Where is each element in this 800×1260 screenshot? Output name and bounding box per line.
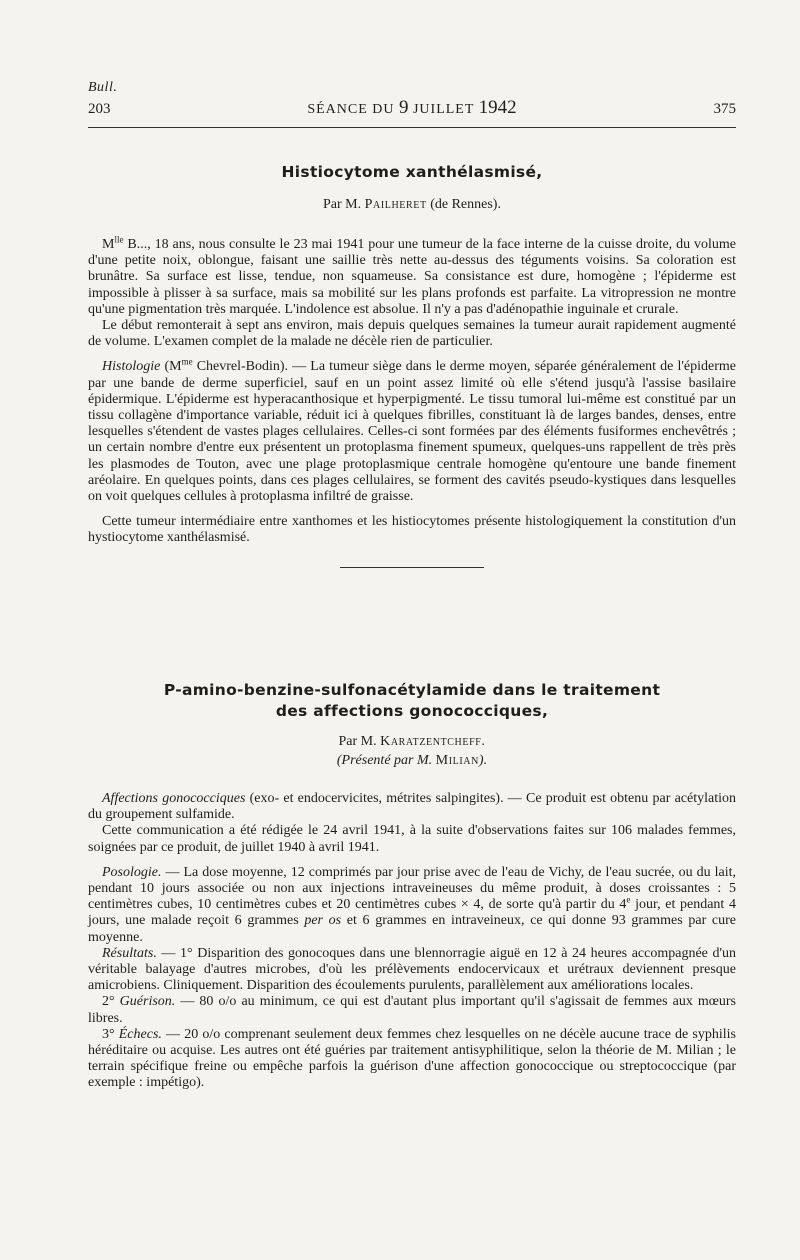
presenter-name: Milian xyxy=(435,753,479,768)
text-run: — 1° Disparition des gonocoques dans une blennorragie aiguë en 12 à 24 heures accompagnée d'un véritable balayage d'autres microbes, d'où les prélèvements endocervicaux et urétraux deviennent presque amicrobiens. Cliniquement. Disparition des écoulements purulents, parallèlement aux améliorations locales. xyxy=(88,945,736,994)
session-prefix: SÉANCE DU xyxy=(307,102,399,117)
running-head xyxy=(88,78,736,96)
paragraph-label: Échecs. xyxy=(118,1026,162,1042)
text-run: — 80 o/o au minimum, ce qui est d'autant plus important qu'il s'agissait de femmes aux mœurs libres. xyxy=(88,994,736,1026)
article2-paragraph xyxy=(88,994,736,1026)
article1-paragraph: Cette tumeur intermédiaire entre xanthomes et les histiocytomes présente histologiquement la constitution d'un hystiocytome xanthélasmisé. xyxy=(88,514,736,546)
article2-paragraph xyxy=(88,1027,736,1092)
superscript: e xyxy=(626,894,631,905)
author-suffix: (de Rennes). xyxy=(426,197,501,212)
article-histiocytome xyxy=(88,162,736,568)
article-p-amino xyxy=(88,680,736,1092)
document-page xyxy=(88,0,736,1260)
text-run: M xyxy=(102,237,115,252)
article2-paragraph xyxy=(88,791,736,823)
article2-paragraph: Cette communication a été rédigée le 24 avril 1941, à la suite d'observations faites sur 106 malades femmes, soignées par ce produit, de juillet 1940 à avril 1941. xyxy=(88,823,736,855)
paragraph-label: Affections gonococciques xyxy=(102,791,246,806)
paragraph-label: Histologie xyxy=(102,359,161,375)
header-rule xyxy=(88,127,736,128)
page-header xyxy=(88,97,736,119)
article1-paragraph xyxy=(88,234,736,318)
page-number: 375 xyxy=(713,101,736,117)
session-year: 1942 xyxy=(478,97,517,118)
article1-author xyxy=(88,197,736,213)
presented-prefix: (Présenté par M. xyxy=(336,753,436,768)
text-run: (exo- et endocervicites, métrites salpingites). — Ce produit est obtenu par acétylation du groupement sulfamide. xyxy=(88,791,736,823)
article2-paragraph xyxy=(88,946,736,995)
article1-paragraph: Le début remonterait à sept ans environ, mais depuis quelques semaines la tumeur aurait rapidement augmenté de volume. L'examen complet de la malade ne décèle rien de particulier. xyxy=(88,318,736,350)
text-run: jour, et pendant 4 jours, une malade reçoit 6 grammes xyxy=(88,897,736,929)
text-run: — 20 o/o comprenant seulement deux femmes chez lesquelles on ne décèle aucune trace de syphilis héréditaire ou acquise. Les autres ont été guéries par traitement antisyphilitique, selon la théorie de M. Milian ; le terrain spécifique freine ou empêche parfois la guérison d'une affection gonococcique ou streptococcique (par exemple : impétigo). xyxy=(88,1026,736,1091)
article1-title: Histiocytome xanthélasmisé, xyxy=(281,163,543,181)
text-run: et 6 grammes en intraveineux, ce qui donne 93 grammes par cure moyenne. xyxy=(88,913,736,945)
author-name: Pailheret xyxy=(364,197,427,212)
item-number: 3° xyxy=(102,1026,119,1042)
paragraph-label: Posologie. xyxy=(102,864,162,880)
superscript: lle xyxy=(114,234,124,245)
author-prefix: Par M. xyxy=(323,197,365,212)
title-line: P-amino-benzine-sulfonacétylamide dans le traitement xyxy=(163,681,661,699)
text-run: — La dose moyenne, 12 comprimés par jour prise avec de l'eau de Vichy, de l'eau sucrée, ou du lait, pendant 10 jours associée ou non aux injections intraveineuses du même produit, à doses croissantes : 5 centimètres cubes, 10 centimètres cubes et 20 centimètres cubes × 4, de sorte qu'à partir du 4 xyxy=(88,864,736,913)
session-title xyxy=(307,97,516,119)
superscript: me xyxy=(181,356,193,367)
presented-suffix: ). xyxy=(478,753,488,768)
text-run: Chevrel-Bodin). — La tumeur siège dans le derme moyen, séparée généralement de l'épiderme par une bande de derme superficiel, sauf en un point assez limité où elle s'étend jusqu'à l'assise basilaire épidermique. L'épiderme est hyperacanthosique et hyperpigmenté. Le tissu tumoral lui-même est constitué par un tissu collagène d'importance variable, réduit ici à quelques fibrilles, constituant là de larges bandes, denses, entre lesquelles s'étendent de vastes plages cellulaires. Celles-ci sont formées par des éléments fusiformes enchevêtrés ; un certain nombre d'entre eux présentent un protoplasma finement spumeux, quelques-uns rappellent de très près les plasmodes de Touton, avec une plage protoplasmique centrale homogène qu'entoure une bande finement aréolaire. En quelques points, dans ces plages cellulaires, se forment des cavités pseudo-kystiques dans lesquelles on voit quelques cellules à protoplasma infiltré de graisse. xyxy=(88,359,736,505)
article-separator xyxy=(340,567,484,568)
italic-term: per os xyxy=(304,913,342,929)
session-day: 9 xyxy=(398,97,409,118)
paragraph-label: Guérison. xyxy=(119,994,176,1010)
article2-paragraph xyxy=(88,865,736,946)
text-run: B..., 18 ans, nous consulte le 23 mai 1941 pour une tumeur de la face interne de la cuisse droite, du volume d'une petite noix, oblongue, faisant une saillie très nette au-dessus des téguments voisins. Sa coloration est brunâtre. Sa surface est lisse, tendue, non squameuse. Sa consistance est dure, homogène ; l'épiderme est impossible à plisser à sa surface, mais sa mobilité sur les plans profonds est parfaite. La vitropression ne montre qu'une pigmentation très marquée. L'indolence est absolue. Il n'y a pas d'adénopathie inguinale et crurale. xyxy=(88,237,736,317)
article2-author xyxy=(88,734,736,750)
title-line: des affections gonococciques, xyxy=(275,702,549,720)
article2-title xyxy=(88,680,736,722)
session-month: JUILLET xyxy=(408,102,479,117)
author-prefix: Par M. xyxy=(338,734,381,749)
left-page-number: 203 xyxy=(88,101,111,117)
paragraph-label: Résultats. xyxy=(102,945,157,961)
item-number: 2° xyxy=(102,994,120,1010)
text-run: (M xyxy=(160,359,182,375)
article1-paragraph xyxy=(88,356,736,505)
author-name: Karatzentcheff. xyxy=(380,734,486,749)
article2-presenter xyxy=(88,753,736,769)
bulletin-label: Bull. xyxy=(88,80,118,95)
